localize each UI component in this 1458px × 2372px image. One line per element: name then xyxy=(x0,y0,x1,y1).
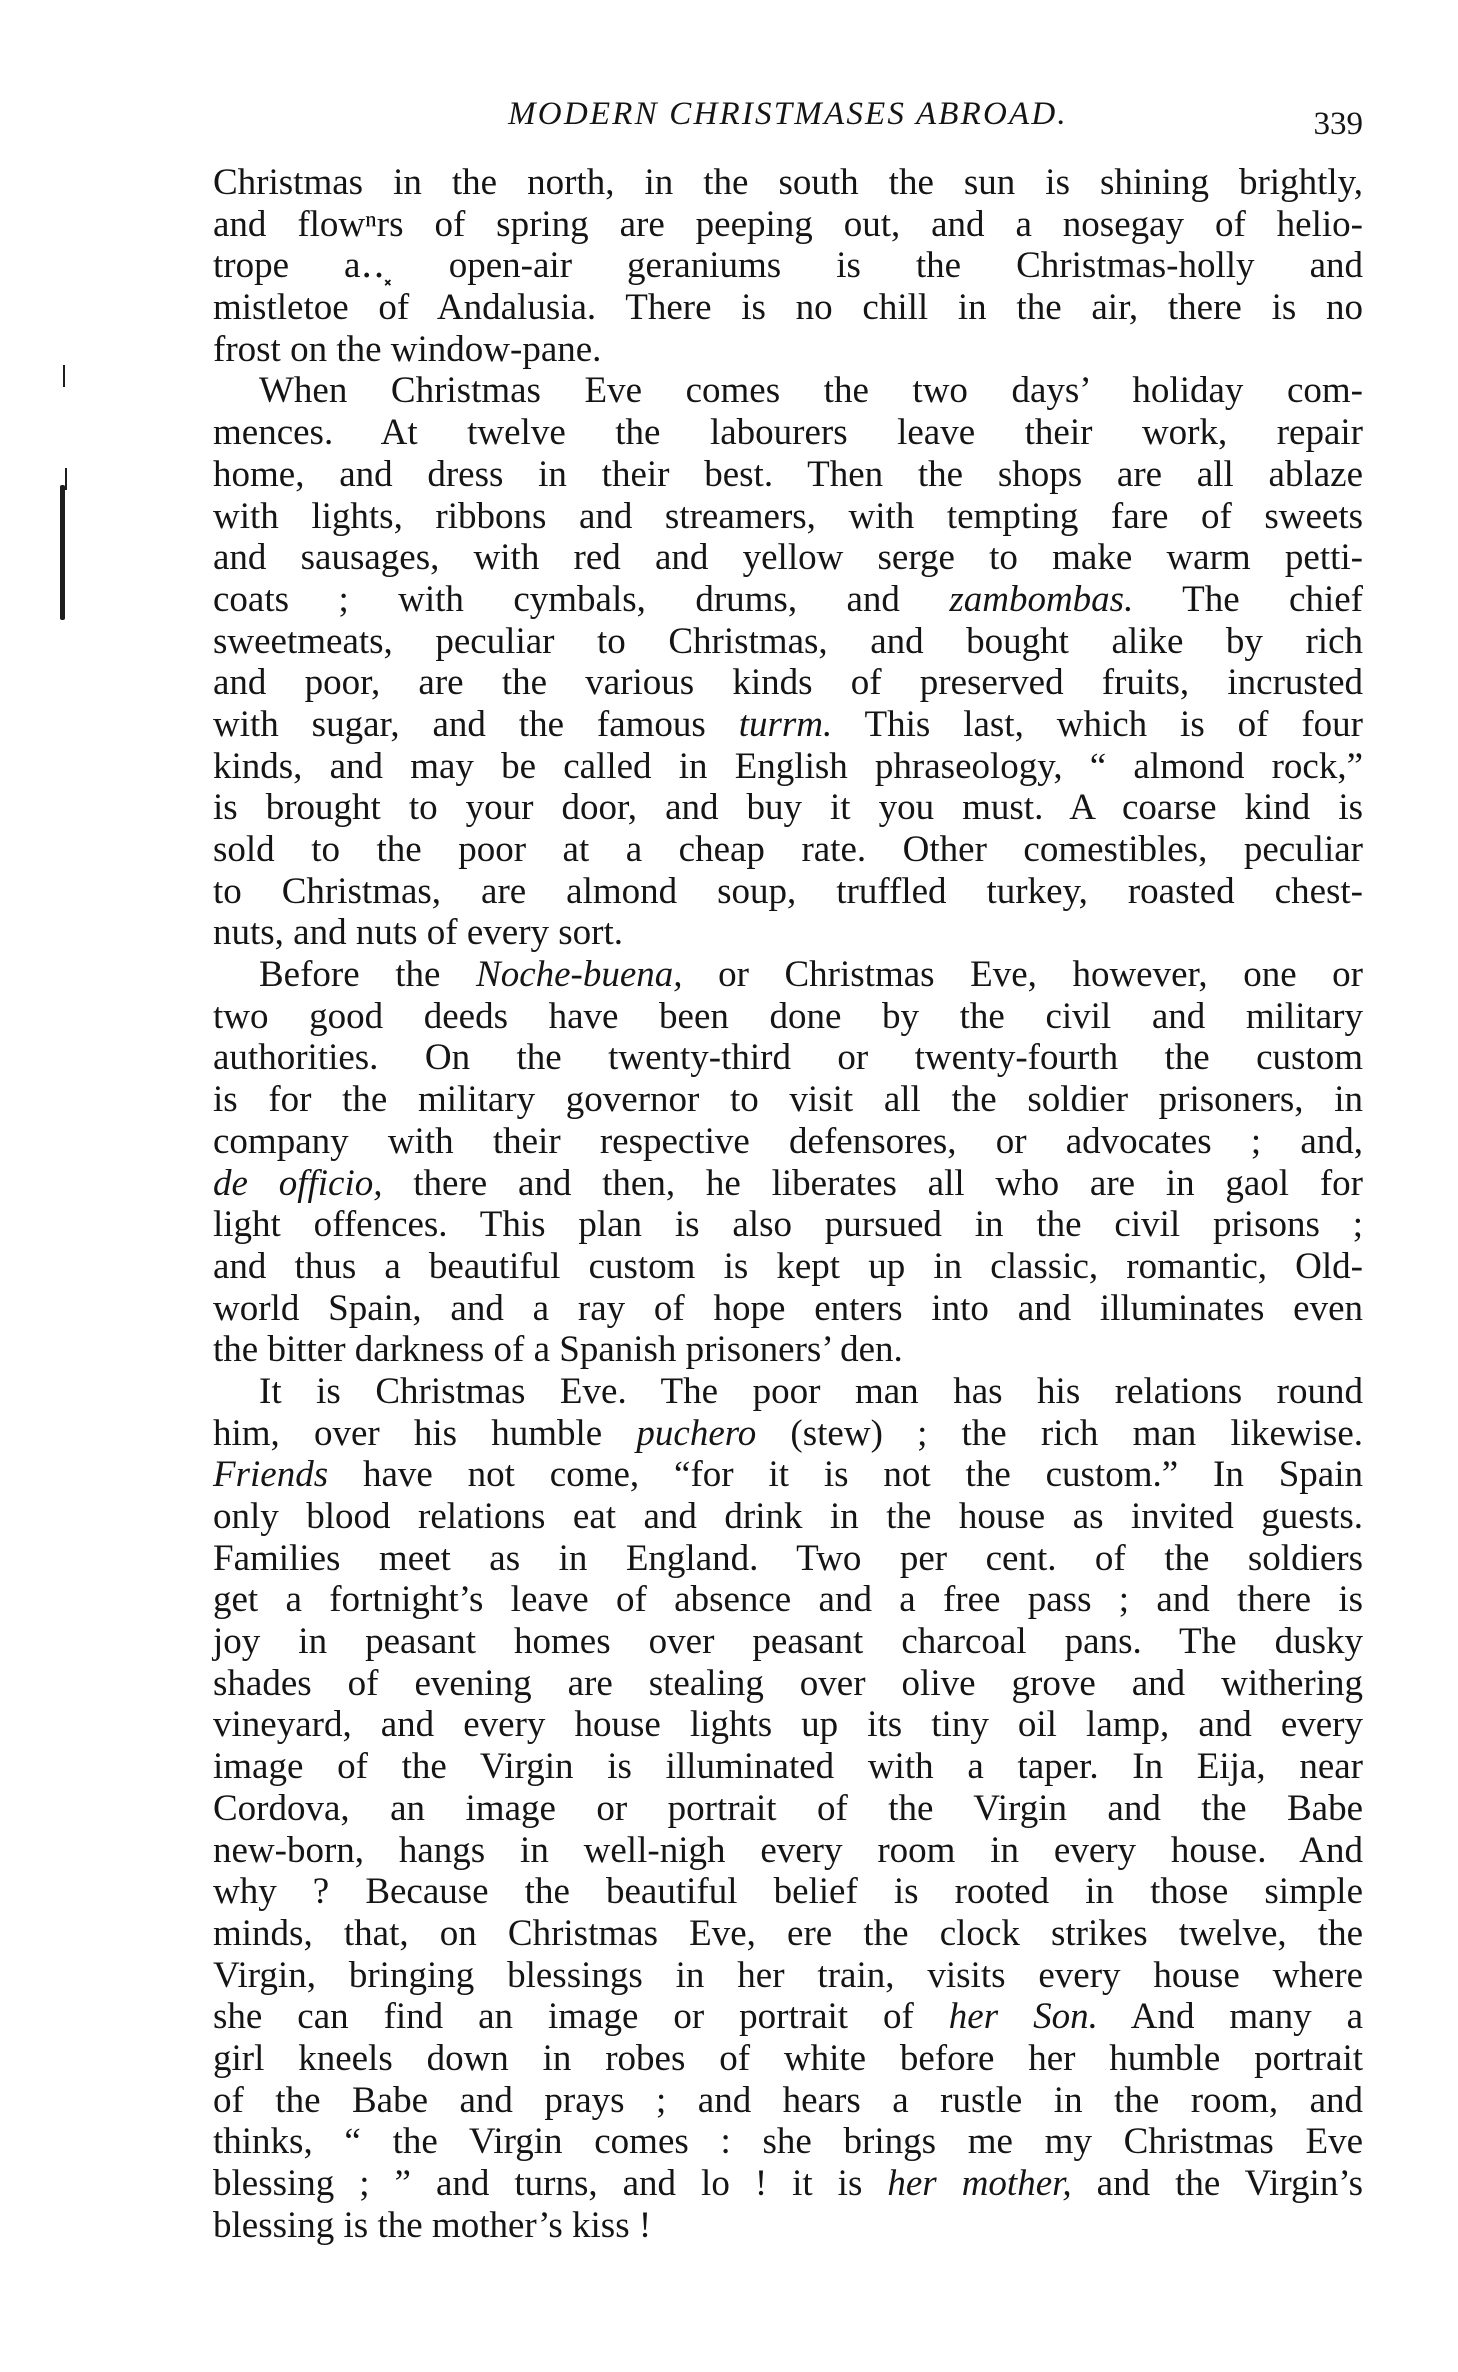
text-span: When Christmas Eve comes the two days’ holiday com- xyxy=(259,370,1363,412)
text-line: mences. At twelve the labourers leave their work, repair xyxy=(213,412,1363,454)
text-line: to Christmas, are almond soup, truffled turkey, roasted chest- xyxy=(213,870,1363,912)
body-text xyxy=(213,162,1363,2246)
italic-text: Friends xyxy=(213,1454,329,1496)
text-line xyxy=(213,2163,1363,2205)
text-line xyxy=(213,370,1363,412)
text-span: (stew) ; the rich man likewise. xyxy=(756,1412,1363,1454)
text-line xyxy=(213,1371,1363,1413)
text-line: mistletoe of Andalusia. There is no chill in the air, there is no xyxy=(213,287,1363,329)
text-line: nuts, and nuts of every sort. xyxy=(213,912,624,954)
text-line: authorities. On the twenty-third or twenty-fourth the custom xyxy=(213,1037,1363,1079)
margin-mark xyxy=(65,468,67,490)
text-span: there and then, he liberates all who are in gaol for xyxy=(382,1162,1363,1204)
text-line: and flowⁿrs of spring are peeping out, and a nosegay of helio- xyxy=(213,203,1363,245)
text-line xyxy=(213,954,1363,996)
text-span: blessing ; ” and turns, and lo ! it is xyxy=(213,2163,888,2204)
text-span: The chief xyxy=(1133,578,1363,620)
text-span: have not come, “for it is not the custom.” In Spain xyxy=(328,1454,1363,1496)
text-line: light offences. This plan is also pursued in the civil prisons ; xyxy=(213,1204,1363,1246)
text-line: the bitter darkness of a Spanish prisoners’ den. xyxy=(213,1329,903,1371)
margin-mark xyxy=(63,365,65,387)
italic-text: Noche-buena, xyxy=(476,954,683,996)
text-line: why ? Because the beautiful belief is rooted in those simple xyxy=(213,1871,1363,1913)
text-line: is for the military governor to visit all the soldier prisoners, in xyxy=(213,1079,1363,1121)
text-line: company with their respective defensores, or advocates ; and, xyxy=(213,1120,1363,1162)
text-line: and thus a beautiful custom is kept up in classic, romantic, Old- xyxy=(213,1245,1363,1287)
text-line xyxy=(213,1996,1363,2038)
text-span: with sugar, and the famous xyxy=(213,703,739,745)
text-line: minds, that, on Christmas Eve, ere the clock strikes twelve, the xyxy=(213,1912,1363,1954)
text-line: image of the Virgin is illuminated with a taper. In Eija, near xyxy=(213,1746,1363,1788)
text-span: coats ; with cymbals, drums, and xyxy=(213,578,950,620)
text-line: frost on the window-pane. xyxy=(213,328,602,370)
text-line: trope a‥⸼ open-air geraniums is the Christmas-holly and xyxy=(213,245,1363,287)
text-span: or Christmas Eve, however, one or xyxy=(682,954,1363,996)
text-line: thinks, “ the Virgin comes : she brings me my Christmas Eve xyxy=(213,2121,1363,2163)
text-line xyxy=(213,1413,1363,1455)
text-line: and sausages, with red and yellow serge to make warm petti- xyxy=(213,537,1363,579)
italic-text: her Son. xyxy=(948,1996,1098,2038)
text-span: him, over his humble xyxy=(213,1412,637,1454)
text-line: Families meet as in England. Two per cent. of the soldiers xyxy=(213,1537,1363,1579)
italic-text: turrm. xyxy=(738,703,833,745)
text-line: vineyard, and every house lights up its tiny oil lamp, and every xyxy=(213,1704,1363,1746)
text-line: Christmas in the north, in the south the sun is shining brightly, xyxy=(213,162,1363,203)
text-line: two good deeds have been done by the civil and military xyxy=(213,995,1363,1037)
text-span: And many a xyxy=(1097,1996,1363,2038)
text-line: shades of evening are stealing over olive grove and withering xyxy=(213,1662,1363,1704)
text-line: Cordova, an image or portrait of the Virgin and the Babe xyxy=(213,1787,1363,1829)
text-line: girl kneels down in robes of white before her humble portrait xyxy=(213,2037,1363,2079)
margin-mark xyxy=(60,485,65,620)
text-line: blessing is the mother’s kiss ! xyxy=(213,2204,652,2246)
text-line: Virgin, bringing blessings in her train, visits every house where xyxy=(213,1954,1363,1996)
text-line: kinds, and may be called in English phraseology, “ almond rock,” xyxy=(213,745,1363,787)
text-line xyxy=(213,1163,1363,1205)
text-line xyxy=(213,704,1363,746)
italic-text: puchero xyxy=(636,1412,757,1454)
text-line: joy in peasant homes over peasant charcoal pans. The dusky xyxy=(213,1621,1363,1663)
text-span: she can find an image or portrait of xyxy=(213,1996,949,2038)
text-line: home, and dress in their best. Then the shops are all ablaze xyxy=(213,453,1363,495)
page-number: 339 xyxy=(1313,106,1363,142)
text-line xyxy=(213,579,1363,621)
italic-text: zambombas. xyxy=(949,578,1134,620)
text-span: and the Virgin’s xyxy=(1071,2163,1364,2204)
running-title: MODERN CHRISTMASES ABROAD. xyxy=(508,96,1068,132)
text-line xyxy=(213,1454,1363,1496)
text-span: This last, which is of four xyxy=(832,703,1363,745)
text-span: It is Christmas Eve. The poor man has his relations round xyxy=(259,1370,1363,1412)
page-header xyxy=(213,88,1363,148)
text-line: and poor, are the various kinds of preserved fruits, incrusted xyxy=(213,662,1363,704)
text-span: Before the xyxy=(259,954,477,996)
text-line: world Spain, and a ray of hope enters into and illuminates even xyxy=(213,1287,1363,1329)
text-line: new-born, hangs in well-nigh every room in every house. And xyxy=(213,1829,1363,1871)
text-line: only blood relations eat and drink in the house as invited guests. xyxy=(213,1496,1363,1537)
text-line: sweetmeats, peculiar to Christmas, and bought alike by rich xyxy=(213,620,1363,662)
text-line: is brought to your door, and buy it you must. A coarse kind is xyxy=(213,787,1363,829)
text-line: get a fortnight’s leave of absence and a free pass ; and there is xyxy=(213,1579,1363,1621)
italic-text: her mother, xyxy=(887,2163,1072,2204)
text-line: of the Babe and prays ; and hears a rustle in the room, and xyxy=(213,2079,1363,2121)
text-line: sold to the poor at a cheap rate. Other comestibles, peculiar xyxy=(213,829,1363,870)
italic-text: de officio, xyxy=(213,1162,383,1204)
text-line: with lights, ribbons and streamers, with tempting fare of sweets xyxy=(213,495,1363,537)
